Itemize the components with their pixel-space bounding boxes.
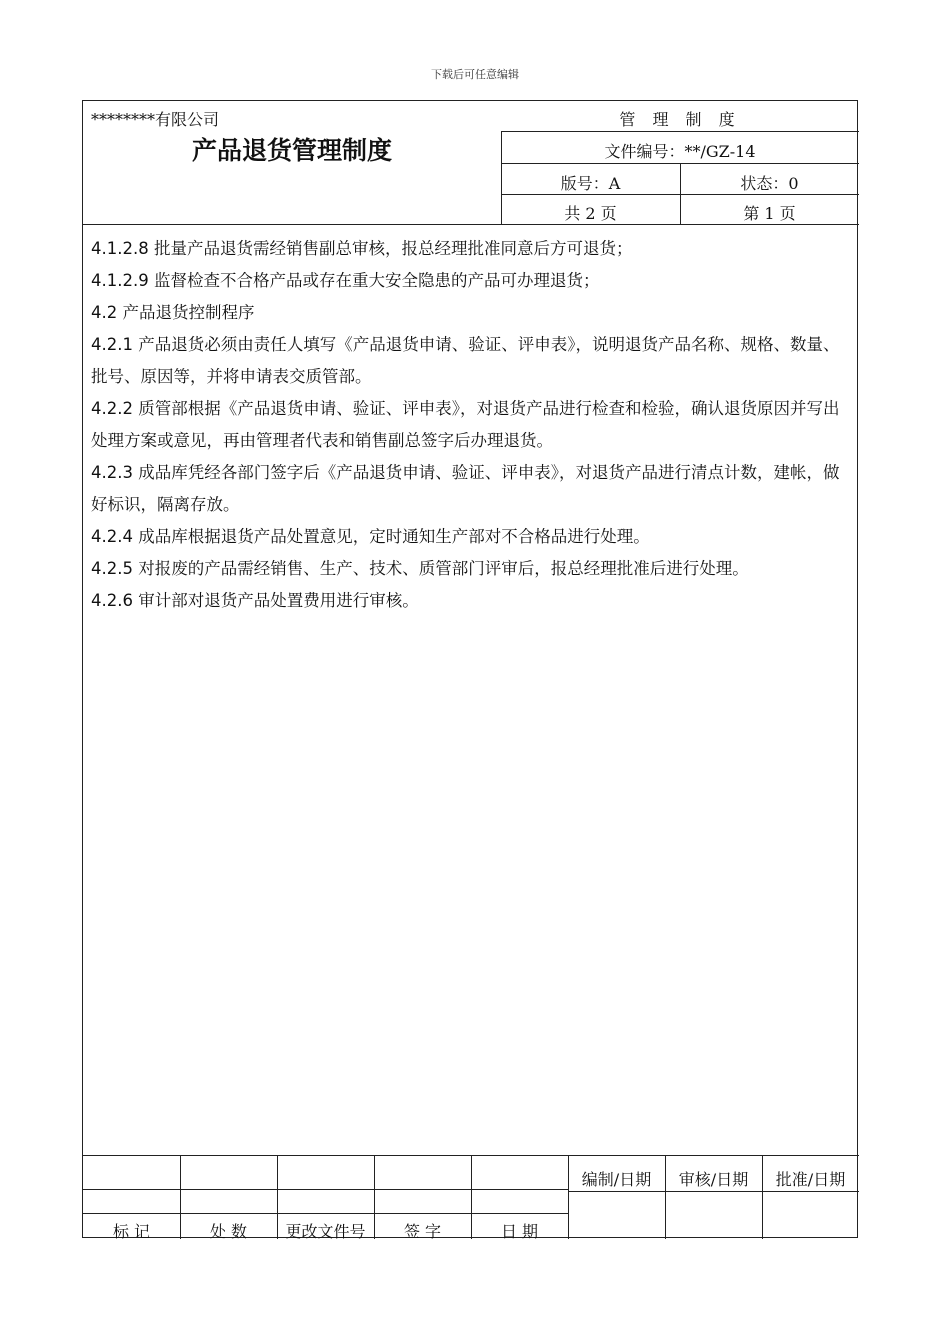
status-value: 状态：0 xyxy=(740,174,799,193)
page-number: 第 1 页 xyxy=(743,204,796,223)
footer-change-doc-label: 更改文件号 xyxy=(285,1222,366,1241)
paragraph: 4.2.6 审计部对退货产品处置费用进行审核。 xyxy=(91,591,419,610)
footer-approved-label: 批准/日期 xyxy=(775,1170,846,1189)
doc-number: 文件编号：**/GZ-14 xyxy=(604,142,756,161)
paragraph: 4.2 产品退货控制程序 xyxy=(91,303,255,322)
paragraph: 4.2.3 成品库凭经各部门签字后《产品退货申请、验证、评申表》，对退货产品进行清点计数，建帐，做好标识，隔离存放。 xyxy=(91,463,840,514)
paragraph: 4.2.5 对报废的产品需经销售、生产、技术、质管部门评审后，报总经理批准后进行处理。 xyxy=(91,559,749,578)
document-title: 产品退货管理制度 xyxy=(191,136,392,165)
header-line xyxy=(501,131,859,132)
paragraph: 4.2.4 成品库根据退货产品处置意见，定时通知生产部对不合格品进行处理。 xyxy=(91,527,650,546)
document-frame xyxy=(82,100,858,1241)
header-bottom-line xyxy=(83,224,859,225)
document-category: 管 理 制 度 xyxy=(619,110,741,129)
paragraph: 4.1.2.8 批量产品退货需经销售副总审核，报总经理批准同意后方可退货； xyxy=(91,239,633,258)
footer-mark-label: 标 记 xyxy=(112,1222,151,1241)
footer-line xyxy=(568,1191,859,1192)
footer-date-label: 日 期 xyxy=(500,1222,539,1241)
footer-count-label: 处 数 xyxy=(209,1222,248,1241)
footer-line xyxy=(83,1189,568,1190)
total-pages: 共 2 页 xyxy=(564,204,617,223)
version-number: 版号：A xyxy=(560,174,621,193)
footer-line xyxy=(83,1213,568,1214)
footer-reviewed-label: 审核/日期 xyxy=(678,1170,749,1189)
body-content xyxy=(91,233,853,617)
top-note: 下载后可任意编辑 xyxy=(431,68,519,81)
paragraph: 4.2.1 产品退货必须由责任人填写《产品退货申请、验证、评申表》，说明退货产品名称、规格、数量、批号、原因等，并将申请表交质管部。 xyxy=(91,335,840,386)
footer-prepared-label: 编制/日期 xyxy=(581,1170,652,1189)
paragraph: 4.1.2.9 监督检查不合格产品或存在重大安全隐患的产品可办理退货； xyxy=(91,271,600,290)
footer-sign-label: 签 字 xyxy=(403,1222,442,1241)
paragraph: 4.2.2 质管部根据《产品退货申请、验证、评申表》，对退货产品进行检查和检验，确认退货原因并写出处理方案或意见，再由管理者代表和销售副总签字后办理退货。 xyxy=(91,399,840,450)
company-name: ********有限公司 xyxy=(91,110,220,129)
